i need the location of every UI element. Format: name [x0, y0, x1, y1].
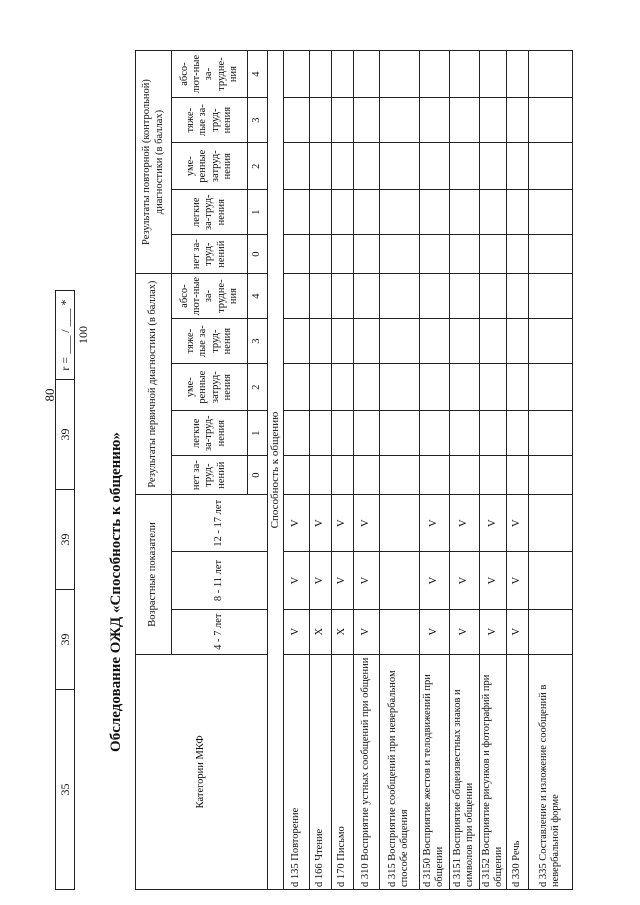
level-header: уме-ренные затруд-нения	[172, 364, 248, 411]
score-cell	[309, 456, 331, 495]
score-cell	[283, 235, 309, 274]
score-cell	[283, 411, 309, 456]
header-repeat: Результаты повторной (контрольной) диагностики (в баллах)	[136, 51, 172, 274]
score-cell	[479, 364, 506, 411]
table-row	[479, 51, 506, 890]
score-cell	[528, 98, 572, 143]
score-header: 1	[248, 411, 268, 456]
category-cell: d 330 Речь	[506, 654, 528, 889]
score-cell	[331, 411, 353, 456]
age-mark-cell: V	[449, 609, 479, 654]
age-mark-cell: V	[479, 609, 506, 654]
age-mark-cell: V	[353, 495, 379, 552]
age-mark-cell: V	[506, 552, 528, 609]
score-cell	[449, 411, 479, 456]
category-cell: d 170 Письмо	[331, 654, 353, 889]
header-primary: Результаты первичной диагностики (в баллах)	[136, 274, 172, 495]
table-row	[506, 51, 528, 890]
score-cell	[506, 411, 528, 456]
age-mark-cell: X	[309, 609, 331, 654]
score-cell	[379, 190, 419, 235]
score-cell	[379, 51, 419, 98]
score-cell	[449, 456, 479, 495]
score-cell	[479, 98, 506, 143]
score-cell	[528, 190, 572, 235]
score-cell	[506, 98, 528, 143]
score-cell	[283, 456, 309, 495]
age-mark-cell	[528, 495, 572, 552]
score-cell	[283, 51, 309, 98]
score-cell	[353, 364, 379, 411]
header-age: Возрастные показатели	[136, 495, 172, 655]
age-mark-cell: V	[419, 495, 449, 552]
age-mark-cell: V	[309, 495, 331, 552]
table-row	[419, 51, 449, 890]
score-cell	[528, 51, 572, 98]
score-cell	[309, 274, 331, 319]
age-mark-cell	[379, 609, 419, 654]
level-header: абсо-лют-ные за-трудне-ния	[172, 274, 248, 319]
score-cell	[353, 411, 379, 456]
score-cell	[283, 364, 309, 411]
score-cell	[331, 98, 353, 143]
score-cell	[309, 235, 331, 274]
band-cell: 39	[55, 490, 75, 590]
section-title: Способность к общению	[268, 51, 284, 890]
score-cell	[528, 456, 572, 495]
age-mark-cell: V	[353, 552, 379, 609]
score-cell	[528, 274, 572, 319]
age-header: 4 - 7 лет	[172, 609, 268, 654]
score-cell	[479, 411, 506, 456]
score-cell	[506, 456, 528, 495]
score-cell	[309, 190, 331, 235]
score-cell	[379, 143, 419, 190]
score-header: 4	[248, 274, 268, 319]
table-row	[331, 51, 353, 890]
score-cell	[353, 456, 379, 495]
category-cell: d 315 Восприятие сообщений при невербальном способе общения	[379, 654, 419, 889]
score-cell	[353, 51, 379, 98]
score-cell	[528, 235, 572, 274]
score-cell	[353, 319, 379, 364]
score-cell	[479, 143, 506, 190]
score-cell	[419, 51, 449, 98]
table-row	[379, 51, 419, 890]
score-cell	[419, 235, 449, 274]
score-cell	[353, 274, 379, 319]
score-cell	[331, 364, 353, 411]
age-mark-cell: V	[506, 495, 528, 552]
score-cell	[449, 51, 479, 98]
score-cell	[419, 364, 449, 411]
score-cell	[449, 319, 479, 364]
score-cell	[528, 364, 572, 411]
score-cell	[506, 274, 528, 319]
category-cell: d 3152 Восприятие рисунков и фотографий при общении	[479, 654, 506, 889]
score-cell	[331, 274, 353, 319]
score-cell	[331, 319, 353, 364]
age-mark-cell: V	[283, 552, 309, 609]
age-mark-cell: V	[283, 609, 309, 654]
table-body	[283, 51, 572, 890]
score-cell	[419, 143, 449, 190]
score-header: 2	[248, 143, 268, 190]
score-cell	[449, 98, 479, 143]
score-cell	[449, 143, 479, 190]
score-cell	[506, 190, 528, 235]
score-cell	[309, 364, 331, 411]
score-cell	[528, 319, 572, 364]
score-cell	[419, 411, 449, 456]
score-cell	[419, 456, 449, 495]
score-cell	[479, 319, 506, 364]
icf-table	[135, 50, 573, 890]
score-cell	[309, 51, 331, 98]
score-cell	[331, 51, 353, 98]
score-cell	[379, 235, 419, 274]
score-cell	[283, 143, 309, 190]
age-mark-cell: V	[419, 552, 449, 609]
age-mark-cell	[528, 552, 572, 609]
score-cell	[506, 143, 528, 190]
score-cell	[309, 143, 331, 190]
score-cell	[419, 98, 449, 143]
level-header: уме-ренные затруд-нения	[172, 143, 248, 190]
band-cell: 39	[55, 590, 75, 690]
age-mark-cell: V	[283, 495, 309, 552]
score-cell	[506, 319, 528, 364]
score-cell	[449, 235, 479, 274]
age-mark-cell: V	[419, 609, 449, 654]
score-cell	[283, 98, 309, 143]
top-band	[55, 290, 90, 890]
age-mark-cell: V	[449, 495, 479, 552]
category-cell: d 135 Повторение	[283, 654, 309, 889]
score-cell	[353, 98, 379, 143]
score-cell	[528, 143, 572, 190]
age-mark-cell: V	[479, 552, 506, 609]
score-cell	[449, 364, 479, 411]
level-header: абсо-лют-ные за-трудне-ния	[172, 51, 248, 98]
score-cell	[353, 190, 379, 235]
category-cell: d 166 Чтение	[309, 654, 331, 889]
age-mark-cell: V	[449, 552, 479, 609]
score-header: 0	[248, 235, 268, 274]
score-cell	[309, 411, 331, 456]
score-cell	[379, 319, 419, 364]
score-cell	[379, 364, 419, 411]
score-cell	[283, 190, 309, 235]
level-header: тяже-лые за-труд-нения	[172, 98, 248, 143]
level-header: нет за-труд-нений	[172, 235, 248, 274]
rotated-table-wrapper	[135, 30, 640, 890]
level-header: легкие за-труд-нения	[172, 411, 248, 456]
band-cell: 39	[55, 380, 75, 490]
score-cell	[331, 190, 353, 235]
score-cell	[479, 190, 506, 235]
score-header: 3	[248, 319, 268, 364]
score-cell	[283, 319, 309, 364]
age-mark-cell: X	[331, 609, 353, 654]
table-row	[353, 51, 379, 890]
score-cell	[331, 143, 353, 190]
category-cell: d 310 Восприятие устных сообщений при общении	[353, 654, 379, 889]
score-header: 1	[248, 190, 268, 235]
age-header: 8 - 11 лет	[172, 552, 268, 609]
page-number: 80	[42, 388, 57, 402]
score-cell	[449, 190, 479, 235]
score-cell	[379, 274, 419, 319]
score-cell	[331, 456, 353, 495]
score-cell	[419, 274, 449, 319]
document-title: Обследование ОЖД «Способность к общению»	[108, 432, 124, 752]
score-cell	[379, 456, 419, 495]
score-cell	[506, 51, 528, 98]
age-mark-cell: V	[331, 495, 353, 552]
score-header: 0	[248, 456, 268, 495]
age-mark-cell	[379, 552, 419, 609]
band-cell: 35	[55, 690, 75, 890]
score-cell	[479, 51, 506, 98]
score-cell	[449, 274, 479, 319]
header-categories: Категории МКФ	[136, 654, 268, 889]
score-header: 4	[248, 51, 268, 98]
table-row	[449, 51, 479, 890]
score-cell	[353, 235, 379, 274]
score-cell	[379, 98, 419, 143]
age-mark-cell	[528, 609, 572, 654]
score-cell	[506, 364, 528, 411]
age-header: 12 - 17 лет	[172, 495, 268, 552]
score-cell	[309, 319, 331, 364]
category-cell: d 3150 Восприятие жестов и телодвижений при общении	[419, 654, 449, 889]
score-cell	[506, 235, 528, 274]
category-cell: d 3151 Восприятие общеизвестных знаков и символов при общении	[449, 654, 479, 889]
score-cell	[479, 235, 506, 274]
score-cell	[379, 411, 419, 456]
age-mark-cell: V	[331, 552, 353, 609]
table-row	[309, 51, 331, 890]
score-header: 3	[248, 98, 268, 143]
score-cell	[283, 274, 309, 319]
score-header: 2	[248, 364, 268, 411]
age-mark-cell: V	[353, 609, 379, 654]
score-cell	[419, 190, 449, 235]
level-header: тяже-лые за-труд-нения	[172, 319, 248, 364]
category-cell: d 335 Составление и изложение сообщений в невербальной форме	[528, 654, 572, 889]
table-row	[528, 51, 572, 890]
band-cell: r = ___ / ___ * 100	[55, 290, 75, 380]
age-mark-cell: V	[479, 495, 506, 552]
level-header: легкие за-труд-нения	[172, 190, 248, 235]
score-cell	[479, 456, 506, 495]
level-header: нет за-труд-нений	[172, 456, 248, 495]
score-cell	[353, 143, 379, 190]
score-cell	[528, 411, 572, 456]
score-cell	[309, 98, 331, 143]
age-mark-cell: V	[506, 609, 528, 654]
age-mark-cell	[379, 495, 419, 552]
score-cell	[479, 274, 506, 319]
table-row	[283, 51, 309, 890]
score-cell	[331, 235, 353, 274]
age-mark-cell: V	[309, 552, 331, 609]
score-cell	[419, 319, 449, 364]
